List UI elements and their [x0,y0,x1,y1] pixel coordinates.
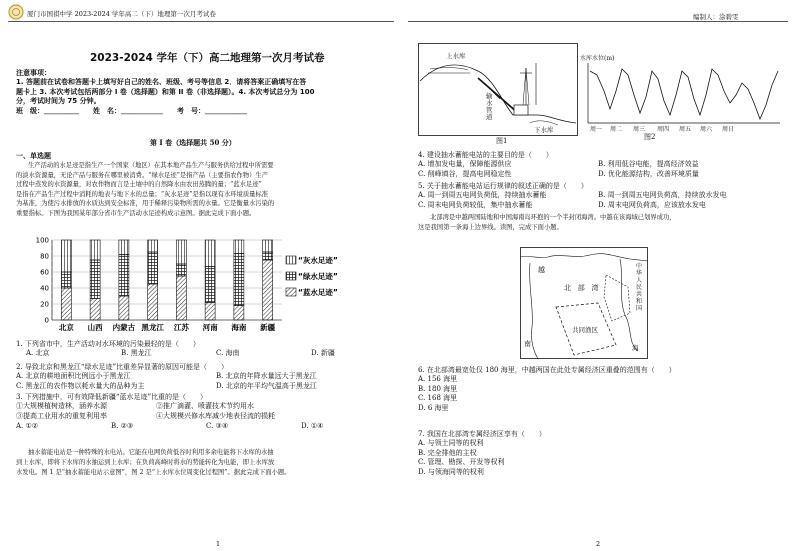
x-tick-label: 山西 [87,323,103,332]
passage2-line: 水发电。图 1 是“抽水蓄能电站示意图”，图 2 是“上水库水位周变化过程图”。据此完成下面小题。 [16,469,291,476]
notes-line-1: 1. 答题前在试卷和答题卡上填写好自己的姓名、班级、考号等信息 2．请将答案正确填写在答 [16,78,307,87]
q6-option-b: B. 180 海里 [418,384,458,393]
bar-segment [61,240,71,272]
legend-label: “绿水足迹” [298,272,338,281]
bar-segment [176,264,186,276]
fig2-day-label: 周五 [679,126,692,133]
q2-stem: 2. 导致北京和黑龙江“绿水足迹”比重差异显著的原因可能是（ ） [16,363,229,371]
q6 [418,366,788,413]
q5-stem: 5. 关于抽水蓄能电站运行规律的叙述正确的是（ ） [418,182,588,190]
q5-option-d: D. 周末电网负荷高，应该放水发电 [598,201,706,210]
x-tick-label: 内蒙古 [112,323,136,332]
fig2-day-label: 周三 [633,126,646,133]
bar-segment [90,260,100,298]
map-label-hainan: 海 [632,344,639,352]
q3-option-b: B. ②③ [111,422,134,431]
fig2-day-label: 周四 [657,126,670,133]
bar-segment [148,240,158,252]
fig1-lower-reservoir-label: 下水库 [534,126,554,134]
passage1-line: 为基准，为使污水排放的水质达到安全标准，用于稀释污染物所需的水量。它是衡量水污染的 [16,200,275,208]
passage3-line: 这是我国第一条海上边界线。读图，完成下面小题。 [418,224,563,231]
q2-option-c: C. 黑龙江的农作物以耗水量大的品种为主 [16,382,145,391]
passage2 [16,448,396,478]
q5 [418,182,788,211]
q3-statement-2: ②推广滴灌、喷灌技术节约用水 [156,402,254,411]
y-tick-label: 40 [40,284,49,293]
bar-segment [234,240,244,254]
q4-option-d: D. 优化能源结构，改善环境质量 [598,170,699,179]
legend-swatch [286,272,296,280]
q1-option-d: D. 新疆 [311,349,335,358]
bar-segment [119,296,129,320]
q1-option-a: A. 北京 [26,349,50,358]
section1-title: 第 I 卷（选择题共 50 分） [150,138,236,147]
q7-option-d: D. 与领海同等的权利 [418,467,484,476]
q3-option-a: A. ①② [16,422,39,431]
q5-option-a: A. 周一到周五电网负荷低，持续抽水蓄能 [418,191,547,200]
fig2-ylabel: 水库水位(m) [580,55,615,62]
q5-option-c: C. 周末电网负荷较低，集中抽水蓄能 [418,201,533,210]
bar-segment [119,240,129,254]
x-tick-label: 新疆 [260,323,276,332]
q5-option-b: B. 周一到周五电网负荷高，持续放水发电 [598,191,727,200]
figure-2 [580,43,788,143]
bar-segment [263,240,273,252]
passage1-line: 过程中蒸发的水资源量，对农作物而言是土壤中的自然降水由农田蒸腾的量；“蓝水足迹” [16,181,262,189]
q4-option-b: B. 利用低谷电能，提高经济效益 [598,160,699,169]
passage1-line: 重要指标。下图为我国某年部分省市生产活动水足迹构成示意图。据此完成下面小题。 [16,209,256,217]
map-label-vietnam: 越 [538,266,545,274]
q4-stem: 4. 建设抽水蓄能电站的主要目的是（ ） [418,151,553,159]
map-label-gulf: 北 部 湾 [564,284,599,292]
q6-option-a: A. 156 海里 [418,375,458,384]
q1-option-b: B. 黑龙江 [121,349,152,358]
q3-statement-4: ④大规模兴修水库减少地表径流的损耗 [156,412,275,421]
notes-block [16,69,396,116]
notes-line-3: 分，考试时间为 75 分钟。 [16,97,101,106]
notes-line-2: 题卡上 3. 本次考试包括两部分 I 卷（选择题）和第 II 卷（非选择题）。4. 本次考试总分为 100 [16,87,315,96]
bar-segment [205,302,215,320]
pumped-storage-diagram [418,43,578,143]
fig2-day-label: 周一 [590,126,603,133]
q3-option-c: C. ③④ [206,422,229,431]
gulf-map [520,247,648,359]
bar-segment [148,252,158,284]
fig2-day-label: 周日 [722,126,735,133]
x-tick-label: 海南 [231,323,247,332]
passage2-line: 抽水蓄能电站是一种特殊的水电站。它能在电网负荷低谷时利用多余电能将下水库的水抽 [28,449,274,456]
bar-segment [263,252,273,260]
bar-segment [205,240,215,266]
passage1 [16,161,396,219]
y-tick-label: 100 [35,236,49,245]
q7-stem: 7. 我国在北部湾专属经济区享有（ ） [418,430,546,438]
page-number-2: 2 [596,540,601,548]
q7-option-c: C. 管理、勘探、开发等权利 [418,458,505,467]
fig1-caption: 图1 [496,137,508,145]
q3-statement-1: ①大规模植树造林，涵养水源 [16,402,107,411]
y-tick-label: 20 [40,300,49,309]
fig1-pipe-label: 输水管道 [486,92,493,121]
section1-sub: 一、单选题 [16,151,51,160]
legend-swatch [286,288,296,296]
map-label-china: 中 华 人 民 共 和 国 [636,263,643,312]
reservoir-level-chart [582,61,782,133]
bar-segment [61,288,71,320]
x-tick-label: 黑龙江 [141,323,164,332]
fig2-caption: 图2 [644,133,656,141]
bar-segment [90,240,100,260]
bar-segment [61,272,71,288]
fig1-upper-reservoir-label: 上水库 [446,52,466,60]
header-school: 厦门市国祺中学 2023-2024 学年高二（下）地理第一次月考试卷 [27,10,216,18]
bar-segment [176,240,186,264]
gulf-map-drawing [520,247,648,359]
fig2-x-axis-labels [590,124,786,132]
fig2-day-label: 周二 [610,126,623,133]
page-number-1: 1 [216,540,221,548]
passage1-line: 是指在产品生产过程中消耗的地表与地下水的总量；“灰水足迹”是指以现有水环境质量标准 [16,190,269,198]
passage3-line: 北部湾是中越两国陆地和中国海南岛环抱的一个半封闭海湾。中越在该海域已划界成功， [430,214,676,221]
q1 [16,340,396,359]
bar-segment [148,284,158,320]
x-tick-label: 北京 [58,323,74,332]
legend-label: “蓝水足迹” [298,288,338,297]
q7 [418,430,788,477]
q3-option-d: D. ①④ [301,422,324,431]
header-editor: 编制人：涂碧雯 [693,13,739,21]
map-label-south: 南 [524,340,531,348]
q4 [418,151,788,180]
q6-option-d: D. 6 海里 [418,403,449,412]
q1-option-c: C. 海南 [216,349,240,358]
q1-stem: 1. 下列省市中，生产活动对水环境的污染最轻的是（ ） [16,340,200,348]
q7-option-a: A. 与领土同等的权利 [418,439,484,448]
q6-option-c: C. 168 海里 [418,394,458,403]
q3-stem: 3. 下列措施中，可有效降低新疆“蓝水足迹”比重的是（ ） [16,393,208,401]
legend-swatch [286,256,296,264]
notes-heading: 注意事项： [16,69,51,77]
bar-segment [263,260,273,320]
q7-option-b: B. 完全排他的主权 [418,448,477,457]
figure-1 [418,43,578,143]
bar-segment [119,254,129,296]
header-rule-left [8,21,394,22]
student-info-fields: 班 级：＿＿＿＿＿ 姓 名：＿＿＿＿＿＿ 考 号：＿＿＿＿＿＿ [16,106,247,115]
school-emblem-icon [8,4,24,20]
map-label-fishery: 共同渔区 [572,326,598,334]
passage3 [418,213,788,233]
bar-segment [176,276,186,320]
q4-option-a: A. 增加发电量，保障能源供应 [418,160,512,169]
q2 [16,363,396,392]
fig2-day-label: 周六 [700,126,713,133]
bar-segment [234,306,244,320]
q2-option-a: A. 北京的耕地面积比例远小于黑龙江 [16,372,131,381]
bar-segment [90,298,100,320]
q3 [16,393,396,432]
y-tick-label: 80 [40,252,49,261]
q2-option-d: D. 北京的年平均气温高于黑龙江 [216,382,317,391]
y-tick-label: 60 [40,268,49,277]
q6-stem: 6. 在北部湾最宽处仅 180 海里，中越两国在此处专属经济区重叠的范围有（ ） [418,366,676,374]
header-rule-right [408,21,788,22]
legend-label: “灰水足迹” [298,256,338,265]
q4-option-c: C. 削峰填谷，提高电网稳定性 [418,170,512,179]
x-tick-label: 河南 [202,323,218,332]
y-tick-label: 0 [44,316,49,325]
page-title: 2023-2024 学年（下）高二地理第一次月考试卷 [90,52,325,64]
q3-statement-3: ③提高工业用水的重复利用率 [16,412,107,421]
bar-segment [205,266,215,302]
x-tick-label: 江苏 [173,323,189,332]
passage2-line: 到上水库，即将下水库的水抽运到上水库；在负荷高峰时将水的势能转化为电能，即上水库放 [16,459,275,466]
passage1-line: 生产活动的水足迹是指生产一个国家（地区）在其本地产品生产与服务供给过程中所需要 [28,162,274,169]
water-footprint-chart [30,234,400,338]
passage1-line: 的淡水资源量，无论产品与服务在哪里被消费。“绿水足迹”是指产品（主要指农作物）生产 [16,171,269,179]
q2-option-b: B. 北京的年降水量远大于黑龙江 [216,372,317,381]
bar-segment [234,254,244,306]
